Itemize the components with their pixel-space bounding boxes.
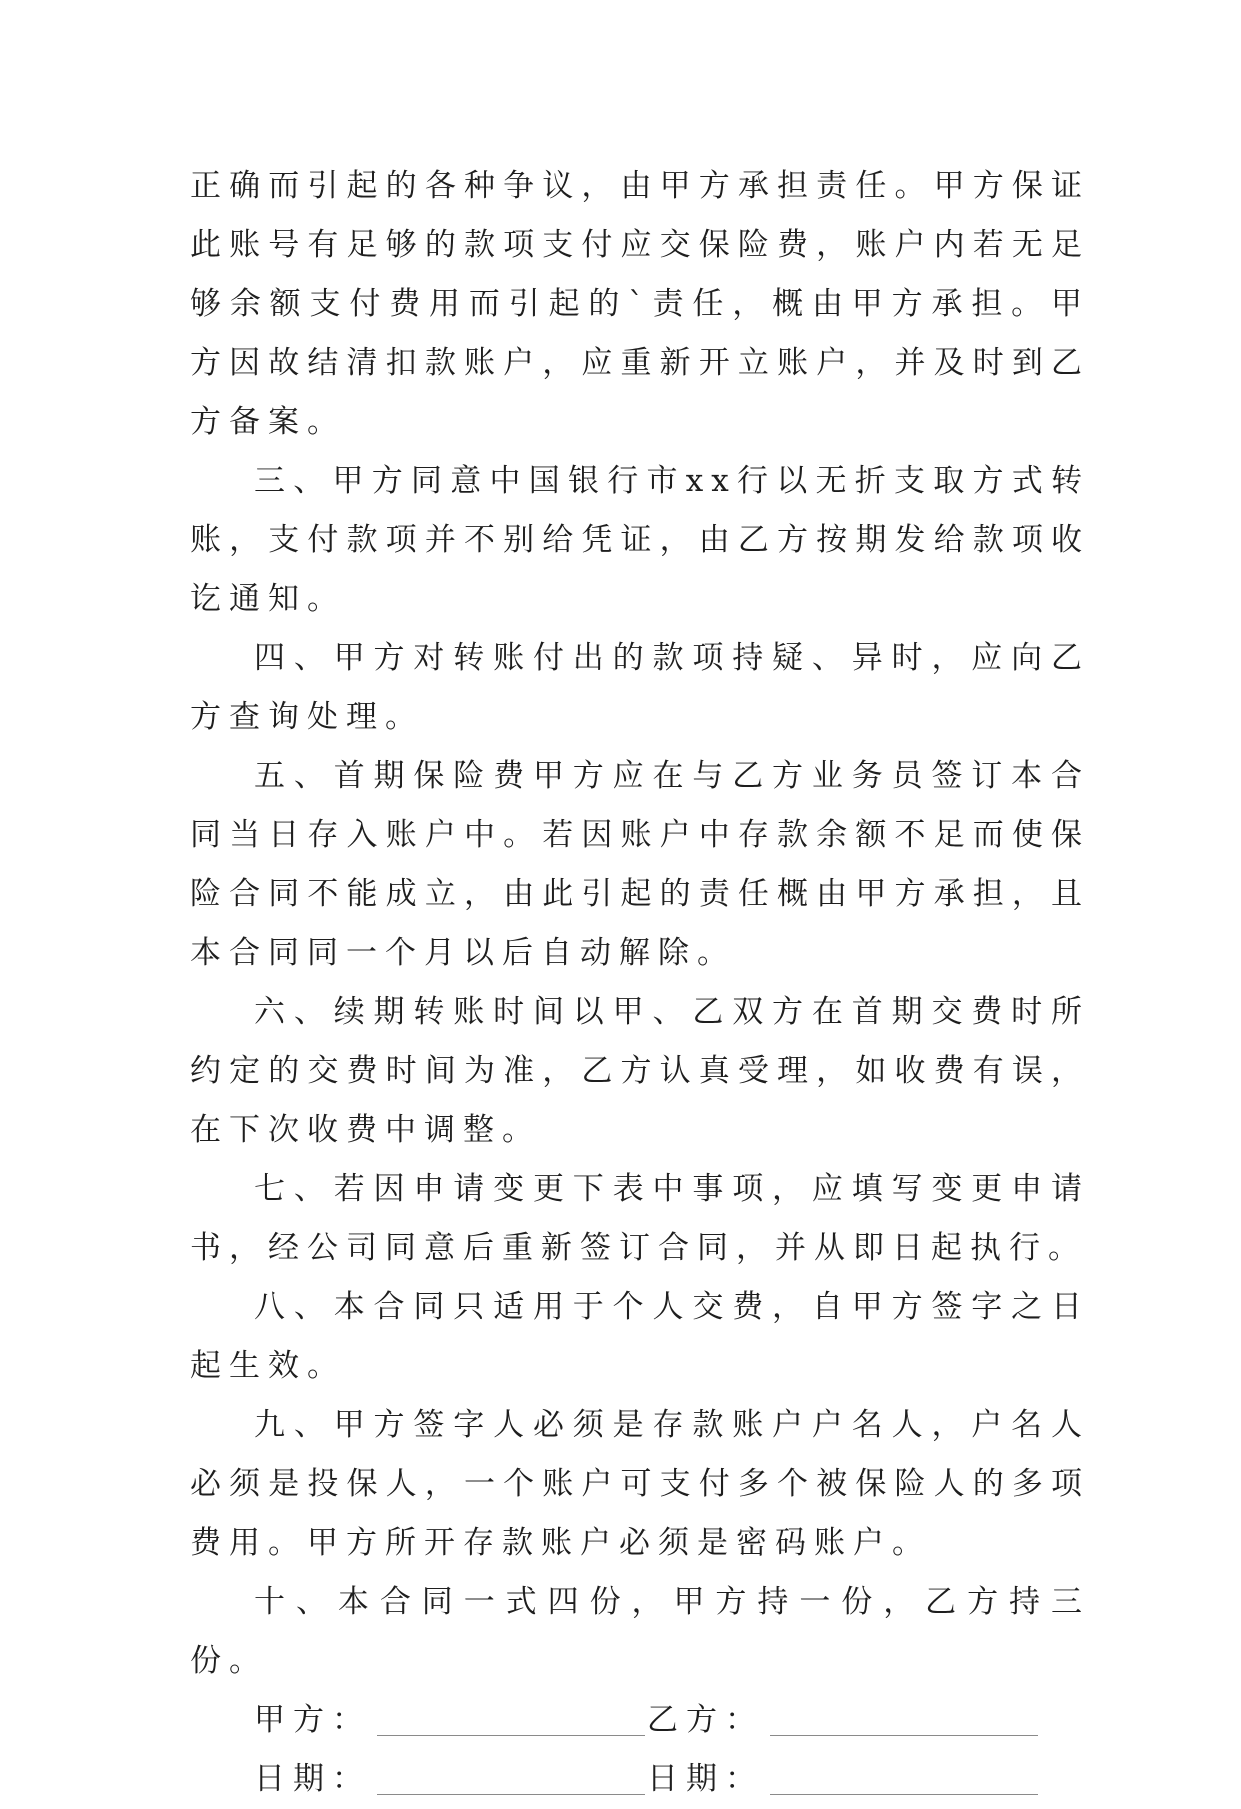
clause-6: 六、续期转账时间以甲、乙双方在首期交费时所约定的交费时间为准，乙方认真受理，如收费有误，在下次收费中调整。: [190, 994, 1090, 1148]
clause-10: 十、本合同一式四份，甲方持一份，乙方持三份。: [190, 1584, 1090, 1679]
clause-4: 四、甲方对转账付出的款项持疑、异时，应向乙方查询处理。: [190, 640, 1090, 735]
clause-9: 九、甲方签字人必须是存款账户户名人，户名人必须是投保人，一个账户可支付多个被保险人的多项费用。甲方所开存款账户必须是密码账户。: [190, 1407, 1090, 1561]
date-row: [190, 1750, 1090, 1809]
clause-7: 七、若因申请变更下表中事项，应填写变更申请书，经公司同意后重新签订合同，并从即日起执行。: [190, 1171, 1090, 1266]
party-a-signature: [254, 1691, 647, 1750]
party-b-signature: [647, 1691, 1040, 1750]
date-b-line[interactable]: [770, 1792, 1038, 1795]
clause-3: 三、甲方同意中国银行市xx行以无折支取方式转账，支付款项并不别给凭证，由乙方按期发给款项收讫通知。: [190, 463, 1090, 617]
party-a-signature-line[interactable]: [377, 1733, 645, 1736]
party-b-signature-line[interactable]: [770, 1733, 1038, 1736]
date-a-line[interactable]: [377, 1792, 645, 1795]
paragraph-continuation: 正确而引起的各种争议，由甲方承担责任。甲方保证此账号有足够的款项支付应交保险费，账户内若无足够余额支付费用而引起的`责任，概由甲方承担。甲方因故结清扣款账户，应重新开立账户，并及时到乙方备案。: [190, 168, 1090, 440]
document-page: [190, 157, 1090, 1809]
date-b-label: 日期：: [647, 1761, 764, 1797]
date-b: [647, 1750, 1040, 1809]
date-a: [254, 1750, 647, 1809]
date-a-label: 日期：: [254, 1761, 371, 1797]
party-a-label: 甲方：: [254, 1702, 371, 1738]
clause-5: 五、首期保险费甲方应在与乙方业务员签订本合同当日存入账户中。若因账户中存款余额不足而使保险合同不能成立，由此引起的责任概由甲方承担，且本合同同一个月以后自动解除。: [190, 758, 1090, 971]
party-b-label: 乙方：: [647, 1702, 764, 1738]
clause-8: 八、本合同只适用于个人交费，自甲方签字之日起生效。: [190, 1289, 1090, 1384]
signature-row: [190, 1691, 1090, 1750]
